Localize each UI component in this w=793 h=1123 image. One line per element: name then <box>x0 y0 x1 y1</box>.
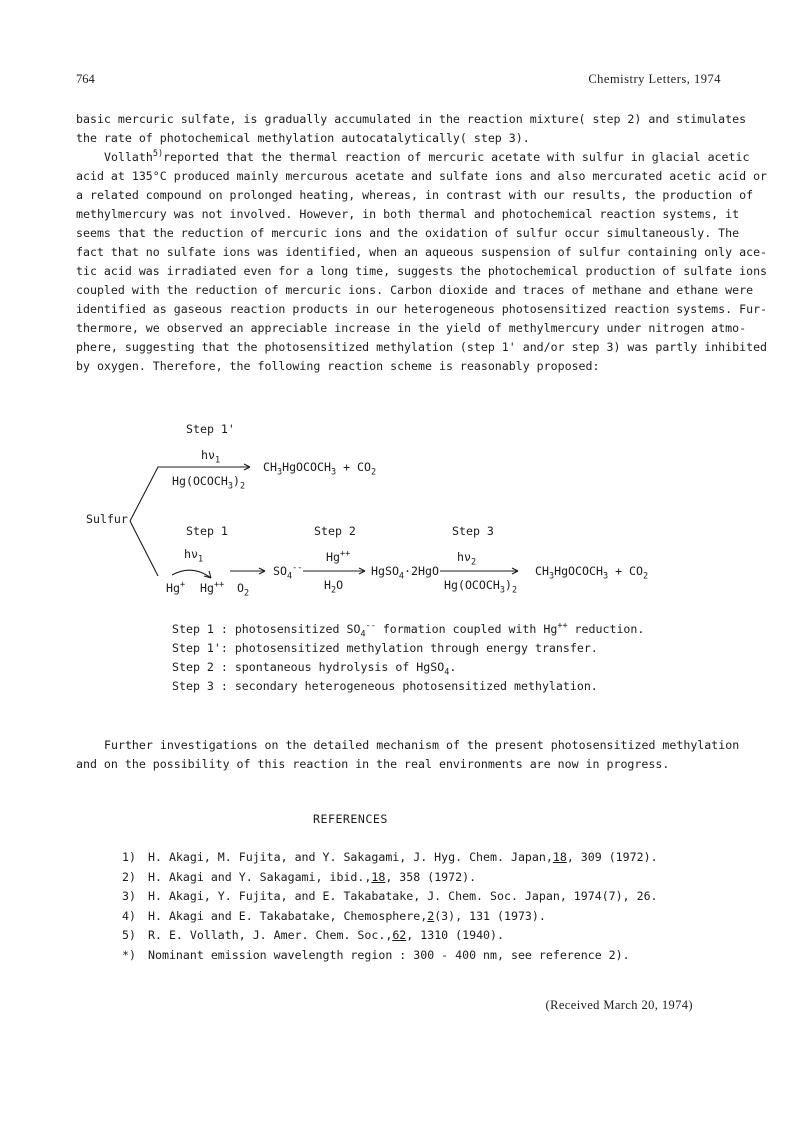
reference-volume: 2 <box>427 908 435 923</box>
legend-step2 <box>172 658 644 677</box>
text-line: coupled with the reduction of mercuric ions. Carbon dioxide and traces of methane and ethane were <box>76 283 754 297</box>
subscript: 2 <box>470 557 477 568</box>
step1prime-label: Step 1' <box>186 422 235 436</box>
references-heading: REFERENCES <box>313 812 388 826</box>
subscript: 2 <box>239 481 246 492</box>
legend-text: Step 1 : photosensitized SO <box>172 622 361 636</box>
subscript: 2 <box>643 571 649 582</box>
text-line: thermore, we observed an appreciable increase in the yield of methylmercury under nitrogen atmo- <box>76 321 747 335</box>
text-line: basic mercuric sulfate, is gradually accumulated in the reaction mixture( step 2) and stimulates <box>76 112 747 126</box>
subscript: 4 <box>398 571 405 582</box>
formula-text: O <box>237 581 244 595</box>
step3-label: Step 3 <box>452 524 494 538</box>
text-line: identified as gaseous reaction products in our heterogeneous photosensitized reaction systems. Fur- <box>76 302 768 316</box>
reference-item <box>122 926 658 946</box>
text-line: acid at 135°C produced mainly mercurous acetate and sulfate ions and also mercurated acetic acid or <box>76 169 768 183</box>
text-fragment: reported that the thermal reaction of mercuric acetate with sulfur in glacial acetic <box>163 150 750 164</box>
product-lower <box>535 564 649 582</box>
formula-text: + CO <box>615 564 643 578</box>
text-line: the rate of photochemical methylation autocatalytically( step 3). <box>76 131 530 145</box>
reference-item <box>122 907 658 927</box>
reference-text: Nominant emission wavelength region : 300 - 400 nm, see reference 2). <box>148 947 630 962</box>
step2-label: Step 2 <box>314 524 356 538</box>
subscript: 2 <box>511 585 518 596</box>
subscript: 3 <box>330 467 337 478</box>
superscript: ++ <box>557 621 568 632</box>
reference-item <box>122 887 658 907</box>
legend-step1prime: Step 1': photosensitized methylation through energy transfer. <box>172 641 598 655</box>
basic-sulfate <box>371 564 439 582</box>
reference-text: H. Akagi, Y. Fujita, and E. Takabatake, J. Chem. Soc. Japan, 1974(7), 26. <box>148 889 658 903</box>
reference-text: , 1310 (1940). <box>406 928 505 942</box>
legend-text: Step 2 : spontaneous hydrolysis of HgSO <box>172 660 445 674</box>
formula-text: HgSO <box>371 564 399 578</box>
sulfur-label: Sulfur <box>86 512 128 526</box>
formula-text: H <box>324 578 331 592</box>
legend-text: reduction. <box>567 622 645 636</box>
product-upper <box>263 460 377 478</box>
reference-item <box>122 868 658 888</box>
text-line: seems that the reduction of mercuric ions and the oxidation of sulfur occur simultaneously. The <box>76 226 740 240</box>
legend-step1 <box>172 620 644 639</box>
photon-label <box>184 547 204 565</box>
subscript: 4 <box>360 629 366 640</box>
step1-label: Step 1 <box>186 524 228 538</box>
reference-text: H. Akagi and E. Takabatake, Chemosphere, <box>148 908 428 923</box>
reference-text: (3), 131 (1973). <box>434 908 546 923</box>
legend-text: formation coupled with Hg <box>375 622 558 636</box>
paragraph-3 <box>76 736 740 774</box>
text-line: and on the possibility of this reaction in the real environments are now in progress. <box>76 757 670 771</box>
hv-text: hν <box>201 448 215 462</box>
reference-mark: 5) <box>152 149 164 160</box>
reference-text: R. E. Vollath, J. Amer. Chem. Soc., <box>148 928 393 942</box>
text-line: a related compound on prolonged heating, whereas, in contrast with our results, the production of <box>76 188 754 202</box>
reference-volume: 62 <box>392 928 407 942</box>
journal-title: Chemistry Letters, 1974 <box>588 72 721 86</box>
reference-text: , 358 (1972). <box>385 869 477 884</box>
reference-number: *) <box>122 947 136 962</box>
branch-lower-line <box>130 521 158 576</box>
subscript: 2 <box>243 588 250 599</box>
page-number: 764 <box>76 72 95 86</box>
formula-text: Hg <box>200 581 214 595</box>
references-list <box>122 848 658 965</box>
reference-item <box>122 848 658 868</box>
formula-text: + CO <box>343 460 371 474</box>
reference-number: 1) <box>122 850 136 864</box>
subscript: 3 <box>276 467 283 478</box>
formula-text: CH <box>535 564 549 578</box>
text-line: fact that no sulfate ions was identified, when an aqueous suspension of sulfur containing only ace- <box>76 245 768 259</box>
formula-text: SO <box>273 564 287 578</box>
subscript: 3 <box>602 571 609 582</box>
formula-text: HgOCOCH <box>554 564 603 578</box>
formula-text: Hg <box>326 550 340 564</box>
reference-text: , 309 (1972). <box>566 850 658 864</box>
subscript: 1 <box>197 554 204 565</box>
superscript: ++ <box>339 549 351 560</box>
photon-label <box>201 448 221 466</box>
text-line: tic acid was irradiated even for a long time, suggests the photochemical production of sulfate ions <box>76 264 768 278</box>
subscript: 2 <box>371 467 377 478</box>
sulfate-ion <box>273 563 303 582</box>
hv-text: hν <box>184 547 198 561</box>
reference-number: 4) <box>122 908 136 923</box>
superscript: + <box>179 580 186 591</box>
subscript: 1 <box>214 455 221 466</box>
legend-text: . <box>449 660 457 674</box>
reagent-label: $Hg(OCOCH_3)_2$ <box>444 578 518 596</box>
reference-number: 3) <box>122 889 136 903</box>
reference-volume: 18 <box>552 850 567 864</box>
formula-text: HgOCOCH <box>282 460 331 474</box>
formula-text: Hg <box>166 581 180 595</box>
reagent-label: $Hg(OCOCH_3)_2$ <box>172 474 246 492</box>
reference-number: 2) <box>122 869 136 884</box>
reference-text: H. Akagi, M. Fujita, and Y. Sakagami, J. Hyg. Chem. Japan, <box>148 850 553 864</box>
formula-text: O <box>336 578 344 592</box>
hg-plus <box>166 581 185 595</box>
subscript: 2 <box>330 585 337 596</box>
text-line: methylmercury was not involved. However, in both thermal and photochemical reaction systems, it <box>76 207 740 221</box>
reference-text: H. Akagi and Y. Sakagami, ibid., <box>148 869 372 884</box>
hv-text: hν <box>457 550 471 564</box>
subscript: 3 <box>548 571 555 582</box>
author-name: Vollath <box>104 150 153 164</box>
formula-text: ·2HgO <box>404 564 439 578</box>
photon-label <box>457 550 477 568</box>
legend-step3: Step 3 : secondary heterogeneous photosensitized methylation. <box>172 679 598 693</box>
superscript: -- <box>365 621 376 632</box>
formula-text: CH <box>263 460 277 474</box>
text-line: by oxygen. Therefore, the following reaction scheme is reasonably proposed: <box>76 359 600 373</box>
reference-volume: 18 <box>371 869 386 884</box>
subscript: 4 <box>444 667 450 678</box>
water <box>324 578 344 596</box>
subscript: 3 <box>227 481 233 492</box>
superscript: -- <box>292 563 303 574</box>
formula-text: Hg(OCOCH <box>444 578 500 592</box>
subscript: 3 <box>499 585 505 596</box>
text-line: Further investigations on the detailed mechanism of the present photosensitized methylation <box>104 738 740 752</box>
oxygen <box>237 581 250 599</box>
formula-text: Hg(OCOCH <box>172 474 228 488</box>
superscript: ++ <box>213 580 225 591</box>
subscript: 4 <box>286 571 293 582</box>
reference-number: 5) <box>122 928 136 942</box>
hg-plusplus <box>326 550 350 564</box>
reference-item <box>122 946 658 966</box>
text-line: phere, suggesting that the photosensitized methylation (step 1' and/or step 3) was partly inhibited <box>76 340 768 354</box>
scheme-legend <box>172 620 644 696</box>
hg-plusplus <box>200 581 224 595</box>
received-date: (Received March 20, 1974) <box>545 998 693 1012</box>
